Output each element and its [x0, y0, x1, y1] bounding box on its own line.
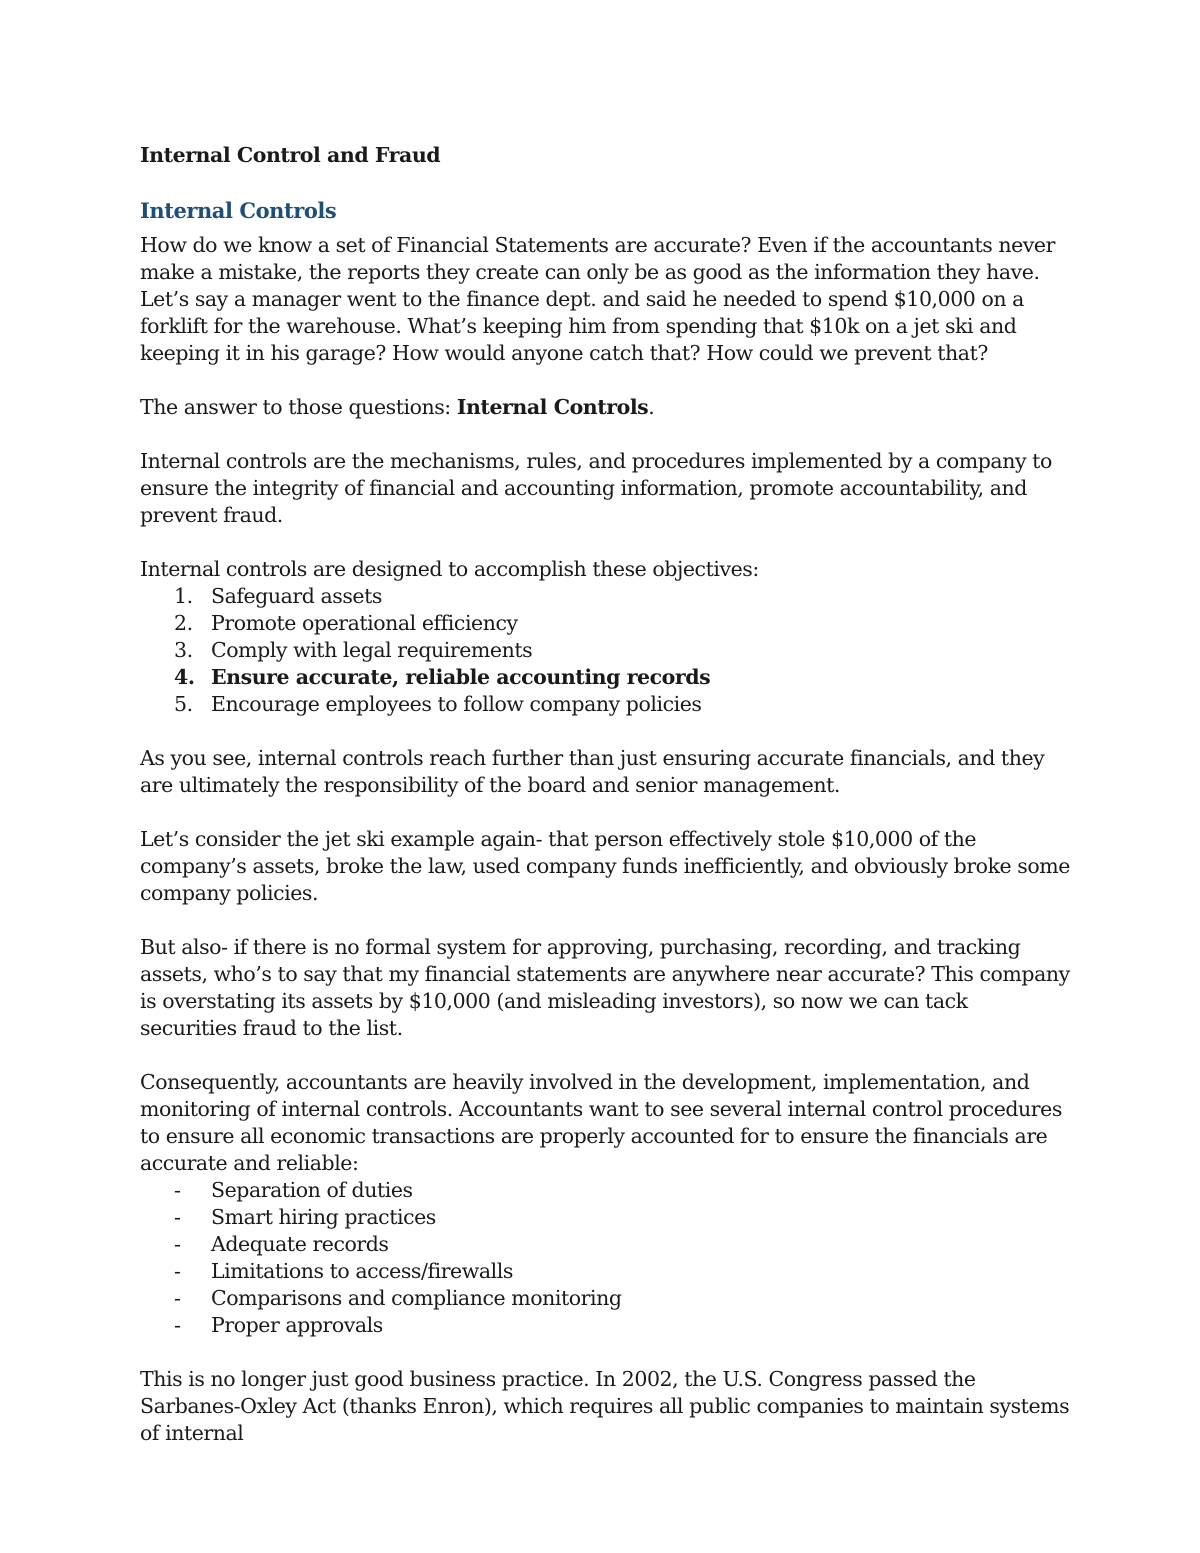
section-heading: Internal Controls — [140, 198, 337, 223]
list-item-text: Comply with legal requirements — [211, 638, 533, 662]
list-item — [140, 583, 1070, 610]
intro-paragraph: How do we know a set of Financial Statements are accurate? Even if the accountants never make a mistake, the reports they create can only be as good as the information they have. Let’s say a manager went to the finance dept. and said he needed to spend $10,000 on a forklift for the warehouse. What’s keeping him from spending that $10k on a jet ski and keeping it in his garage? How would anyone catch that? How could we prevent that? — [140, 233, 1055, 365]
jetski-paragraph: Let’s consider the jet ski example again- that person effectively stole $10,000 of the company’s assets, broke the law, used company funds inefficiently, and obviously broke some company policies. — [140, 827, 1070, 905]
list-marker: 4. — [174, 665, 195, 689]
list-item-text: Promote operational efficiency — [211, 611, 518, 635]
list-item — [140, 691, 1070, 718]
list-item-text: Proper approvals — [211, 1313, 383, 1337]
list-marker: - — [174, 1313, 181, 1337]
list-item-text: Limitations to access/firewalls — [211, 1259, 513, 1283]
list-item — [140, 1177, 1070, 1204]
list-marker: 2. — [174, 611, 193, 635]
list-item-text: Separation of duties — [211, 1178, 413, 1202]
answer-paragraph — [140, 394, 1070, 421]
answer-prefix: The answer to those questions: — [140, 395, 457, 419]
but-also-paragraph: But also- if there is no formal system for approving, purchasing, recording, and tracking assets, who’s to say that my financial statements are anywhere near accurate? This company is overstating its assets by $10,000 (and misleading investors), so now we can tack securities fraud to the list. — [140, 935, 1070, 1040]
list-marker: 1. — [174, 584, 193, 608]
list-marker: - — [174, 1178, 181, 1202]
list-item — [140, 1204, 1070, 1231]
answer-suffix: . — [648, 395, 655, 419]
list-item — [140, 637, 1070, 664]
sox-paragraph: This is no longer just good business practice. In 2002, the U.S. Congress passed the Sarbanes-Oxley Act (thanks Enron), which requires all public companies to maintain systems of internal — [140, 1367, 1070, 1445]
list-item — [140, 1231, 1070, 1258]
list-item-text: Comparisons and compliance monitoring — [211, 1286, 622, 1310]
list-item-text: Safeguard assets — [211, 584, 382, 608]
objectives-list — [140, 583, 1070, 718]
objectives-intro: Internal controls are designed to accomplish these objectives: — [140, 557, 759, 581]
document-title: Internal Control and Fraud — [140, 143, 441, 167]
list-item-text: Smart hiring practices — [211, 1205, 436, 1229]
consequently-paragraph: Consequently, accountants are heavily involved in the development, implementation, and monitoring of internal controls. Accountants want to see several internal control procedures to ensure all economic transactions are properly accounted for to ensure the financials are accurate and reliable: — [140, 1070, 1062, 1175]
list-item — [140, 1312, 1070, 1339]
list-item — [140, 664, 1070, 691]
definition-paragraph: Internal controls are the mechanisms, rules, and procedures implemented by a company to ensure the integrity of financial and accounting information, promote accountability, and prevent fraud. — [140, 449, 1052, 527]
list-marker: 5. — [174, 692, 193, 716]
list-marker: - — [174, 1232, 181, 1256]
list-item — [140, 1258, 1070, 1285]
answer-bold: Internal Controls — [456, 395, 649, 419]
list-item — [140, 610, 1070, 637]
list-marker: - — [174, 1286, 181, 1310]
reach-paragraph: As you see, internal controls reach further than just ensuring accurate financials, and they are ultimately the responsibility of the board and senior management. — [140, 746, 1045, 797]
list-item-text: Encourage employees to follow company policies — [211, 692, 702, 716]
list-item-text: Adequate records — [211, 1232, 389, 1256]
list-marker: - — [174, 1259, 181, 1283]
list-marker: 3. — [174, 638, 193, 662]
list-item-text: Ensure accurate, reliable accounting records — [211, 665, 711, 689]
list-item — [140, 1285, 1070, 1312]
procedures-list — [140, 1177, 1070, 1339]
list-marker: - — [174, 1205, 181, 1229]
document-page — [140, 140, 1070, 1447]
